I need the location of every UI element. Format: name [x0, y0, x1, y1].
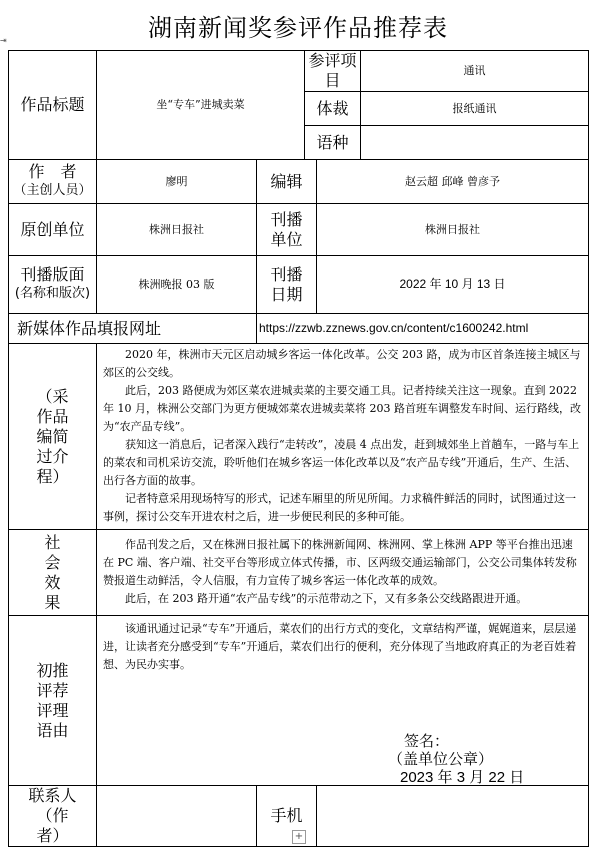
label-publish-edition-sub: (名称和版次)	[14, 286, 91, 302]
value-work-title[interactable]: 坐“专车”进城卖菜	[97, 51, 305, 160]
effect-text[interactable]	[97, 530, 589, 616]
value-origin-unit[interactable]: 株洲日报社	[97, 204, 257, 256]
value-publish-date[interactable]: 2022 年 10 月 13 日	[317, 256, 589, 314]
table-move-handle-icon[interactable]: ⇥	[0, 36, 7, 45]
recommend-paragraph: 该通讯通过记录“专车”开通后，菜农们的出行方式的变化，文章结构严谨，娓娓道来，层层递进，让读者充分感受到“专车”开通后，菜农们出行的便利，充分体现了当地政府真正的为老百姓着想、为民办实事。	[103, 622, 577, 671]
label-editor: 编辑	[257, 160, 317, 204]
label-recommend: 初推评荐评理语由	[9, 616, 97, 786]
label-author-sub: （主创人员）	[13, 183, 92, 199]
process-paragraph: 记者特意采用现场特写的形式，记述车厢里的所见所闻。力求稿件鲜活的同时，试图通过这一事例，探讨公交车开进农村之后，进一步便民利民的多种可能。	[103, 492, 576, 523]
label-contact: 联系人（作者）	[9, 786, 97, 847]
label-genre: 体裁	[305, 92, 361, 126]
label-publish-date: 刊播日期	[257, 256, 317, 314]
recommend-text[interactable]	[97, 616, 589, 786]
value-author[interactable]: 廖明	[97, 160, 257, 204]
label-phone: 手机	[257, 786, 317, 847]
value-editor[interactable]: 赵云超 邱峰 曾彦予	[317, 160, 589, 204]
value-publish-edition[interactable]: 株洲晚报 03 版	[97, 256, 257, 314]
value-url[interactable]: https://zzwb.zznews.gov.cn/content/c1600242.html	[257, 314, 589, 344]
process-paragraph: 获知这一消息后，记者深入践行“走转改”，凌晨 4 点出发，赶到城郊坐上首趟车，一路与车上的菜农和司机采访交流，聆听他们在城乡客运一体化改革以及“农产品专线”开通后，生产、生活、出行各方面的故事。	[103, 438, 580, 487]
process-paragraph: 此后，203 路便成为郊区菜农进城卖菜的主要交通工具。记者持续关注这一现象。直到 2022 年 10 月，株洲公交部门为更方便城郊菜农进城卖菜将 203 路首班车调整发车时间、运行路线，改为“农产品专线”。	[103, 384, 581, 433]
recommendation-form-table	[8, 50, 589, 847]
value-phone[interactable]	[317, 786, 589, 847]
page-title: 湖南新闻奖参评作品推荐表	[148, 14, 448, 42]
label-work-title: 作品标题	[9, 51, 97, 160]
value-language[interactable]	[361, 126, 589, 160]
signature-date: 2023 年 3 月 22 日	[400, 769, 525, 786]
label-origin-unit: 原创单位	[9, 204, 97, 256]
label-language: 语种	[305, 126, 361, 160]
value-contact[interactable]	[97, 786, 257, 847]
signature-label: 签名：	[404, 733, 450, 750]
label-url: 新媒体作品填报网址	[9, 314, 257, 344]
label-author	[9, 160, 97, 204]
seal-label: （盖单位公章）	[388, 751, 494, 768]
value-category[interactable]: 通讯	[361, 51, 589, 92]
add-row-icon[interactable]: +	[292, 830, 306, 844]
process-paragraph: 2020 年，株洲市天元区启动城乡客运一体化改革。公交 203 路，成为市区首条连接主城区与郊区的公交线。	[103, 348, 581, 379]
value-genre[interactable]: 报纸通讯	[361, 92, 589, 126]
label-effect: 社会效果	[9, 530, 97, 616]
label-publish-edition-main: 刊播版面	[20, 265, 85, 285]
label-author-main: 作 者	[28, 162, 77, 182]
value-publish-unit[interactable]: 株洲日报社	[317, 204, 589, 256]
label-publish-unit: 刊播单位	[257, 204, 317, 256]
label-process: （采作品编简过介程）	[9, 344, 97, 530]
process-text[interactable]	[97, 344, 589, 530]
label-publish-edition	[9, 256, 97, 314]
effect-paragraph: 此后，在 203 路开通“农产品专线”的示范带动之下，又有多条公交线路跟进开通。	[125, 592, 528, 605]
effect-paragraph: 作品刊发之后，又在株洲日报社属下的株洲新闻网、株洲网、掌上株洲 APP 等平台推出迅速在 PC 端、客户端、社交平台等形成立体式传播，市、区两级交通运输部门，公交公司集体转发称赞报道生动鲜活，令人信服，有力宣传了城乡客运一体化改革的成效。	[103, 538, 577, 587]
label-category: 参评项目	[305, 51, 361, 92]
